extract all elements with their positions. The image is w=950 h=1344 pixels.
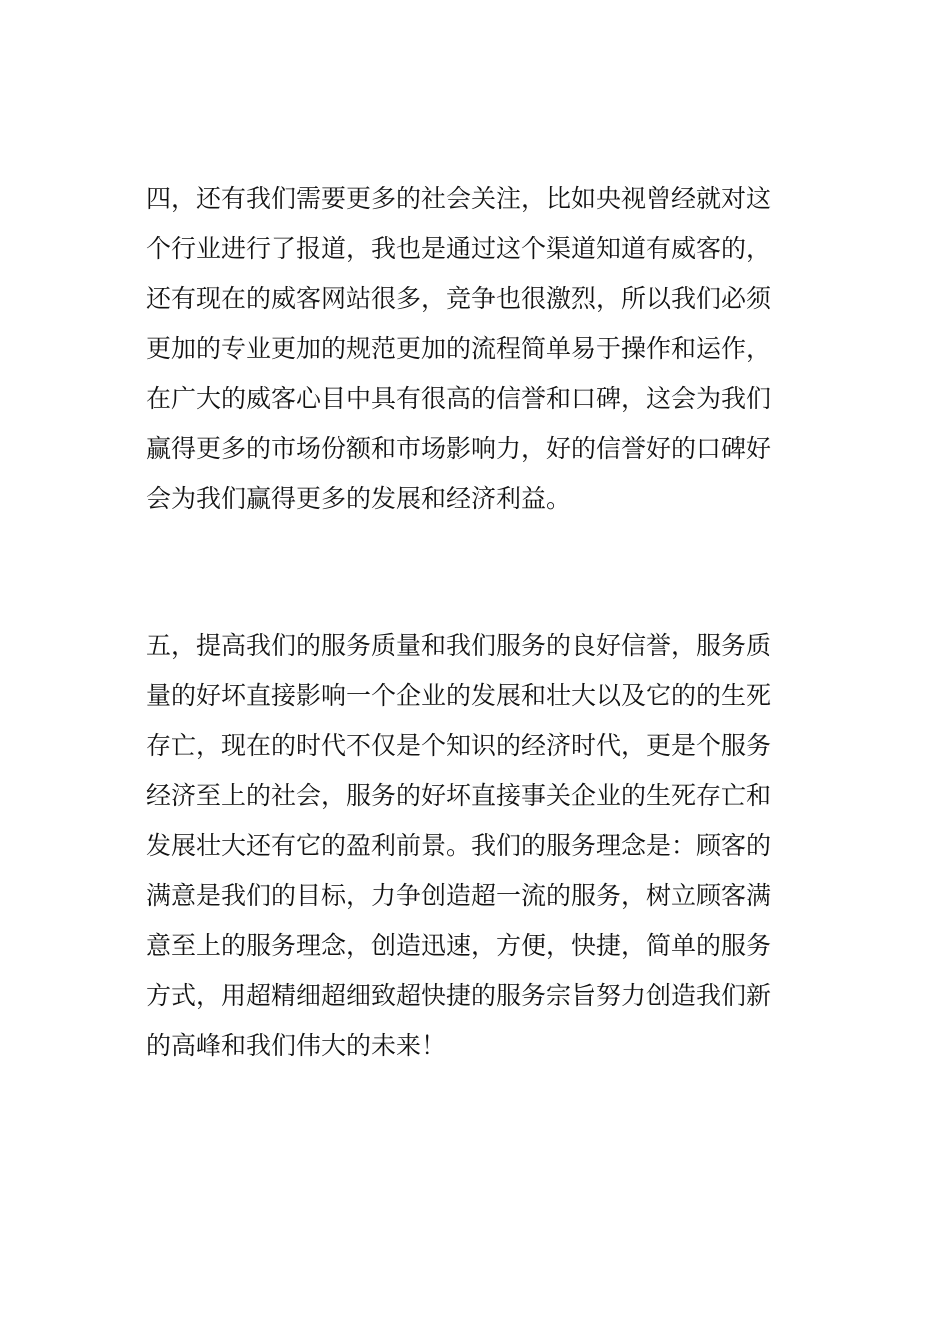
- text-line: 方式，用超精细超细致超快捷的服务宗旨努力创造我们新: [146, 981, 772, 1010]
- text-line: 在广大的威客心目中具有很高的信誉和口碑，这会为我们: [146, 384, 772, 413]
- text-line: 发展壮大还有它的盈利前景。我们的服务理念是：顾客的: [146, 831, 772, 860]
- text-line: 意至上的服务理念，创造迅速，方便，快捷，简单的服务: [146, 931, 772, 960]
- text-line: 量的好坏直接影响一个企业的发展和壮大以及它的的生死: [146, 681, 772, 710]
- text-line: 会为我们赢得更多的发展和经济利益。: [146, 484, 572, 513]
- text-line: 满意是我们的目标，力争创造超一流的服务，树立顾客满: [146, 881, 772, 910]
- paragraph-five: [146, 621, 808, 1071]
- paragraph-four: [146, 174, 808, 524]
- text-line: 个行业进行了报道，我也是通过这个渠道知道有威客的，: [146, 234, 772, 263]
- text-line: 五，提高我们的服务质量和我们服务的良好信誉，服务质: [146, 631, 772, 660]
- text-line: 还有现在的威客网站很多，竞争也很激烈，所以我们必须: [146, 284, 772, 313]
- text-line: 的高峰和我们伟大的未来！: [146, 1031, 447, 1060]
- text-line: 四，还有我们需要更多的社会关注，比如央视曾经就对这: [146, 184, 772, 213]
- text-line: 存亡，现在的时代不仅是个知识的经济时代，更是个服务: [146, 731, 772, 760]
- text-line: 经济至上的社会，服务的好坏直接事关企业的生死存亡和: [146, 781, 772, 810]
- text-line: 赢得更多的市场份额和市场影响力，好的信誉好的口碑好: [146, 434, 772, 463]
- text-line: 更加的专业更加的规范更加的流程简单易于操作和运作，: [146, 334, 772, 363]
